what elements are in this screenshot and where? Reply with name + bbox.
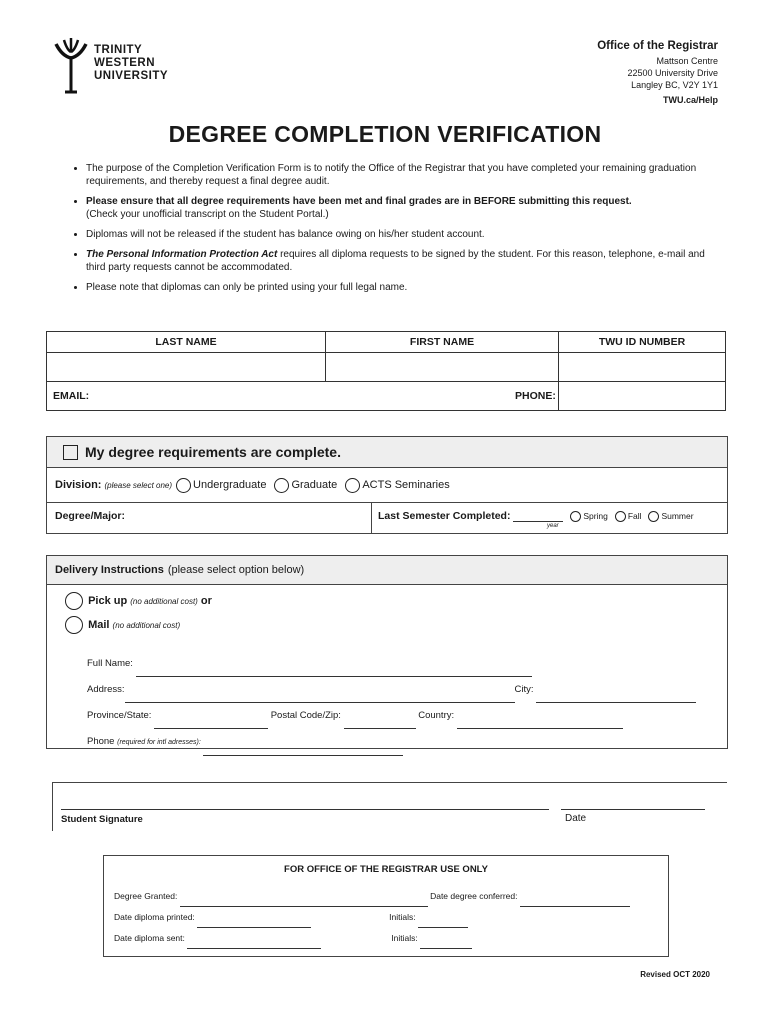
- logo-text: TRINITY WESTERN UNIVERSITY: [94, 44, 169, 82]
- spring-radio[interactable]: [570, 511, 581, 522]
- year-field[interactable]: [513, 521, 563, 522]
- undergraduate-radio[interactable]: [176, 478, 191, 493]
- initials-sent-field[interactable]: [420, 948, 472, 949]
- first-name-header: FIRST NAME: [326, 332, 559, 353]
- delivery-heading: Delivery Instructions: [55, 564, 164, 576]
- office-title: Office of the Registrar: [597, 40, 718, 52]
- complete-checkbox[interactable]: [63, 445, 78, 460]
- revision-note: Revised OCT 2020: [640, 970, 710, 979]
- country-field[interactable]: [457, 728, 623, 729]
- page-title: DEGREE COMPLETION VERIFICATION: [168, 121, 602, 147]
- office-address-block: Office of the Registrar Mattson Centre 22500 University Drive Langley BC, V2Y 1Y1 TWU.ca/Help: [597, 40, 718, 105]
- degree-complete-heading: My degree requirements are complete.: [85, 444, 341, 460]
- list-item: • Please ensure that all degree requirements have been met and final grades are in BEFORE submitting this request. (Check your unofficial transcript on the Student Portal.): [86, 195, 706, 221]
- last-semester-label: Last Semester Completed:: [378, 510, 511, 522]
- last-name-field[interactable]: [47, 353, 326, 382]
- pickup-radio[interactable]: [65, 592, 83, 610]
- summer-radio[interactable]: [648, 511, 659, 522]
- office-use-section: FOR OFFICE OF THE REGISTRAR USE ONLY Degree Granted: Date degree conferred: Date diploma printed: Initials: Date diploma sent: Initials:: [103, 855, 669, 957]
- phone-field[interactable]: PHONE:: [559, 382, 726, 411]
- list-item: • The Personal Information Protection Act requires all diploma requests to be signed by the student. For this reason, telephone, e-mail and third party requests cannot be accommodated.: [86, 248, 706, 274]
- student-info-table: [46, 331, 726, 411]
- first-name-field[interactable]: [326, 353, 559, 382]
- mail-radio[interactable]: [65, 616, 83, 634]
- last-name-header: LAST NAME: [47, 332, 326, 353]
- office-web-link[interactable]: TWU.ca/Help: [662, 95, 718, 105]
- list-item: • Please note that diplomas can only be printed using your full legal name.: [86, 281, 706, 294]
- phone-intl-field[interactable]: [203, 755, 403, 756]
- email-field[interactable]: EMAIL:: [47, 382, 559, 411]
- graduate-radio[interactable]: [274, 478, 289, 493]
- fall-radio[interactable]: [615, 511, 626, 522]
- signature-section: Student Signature Date: [52, 782, 727, 831]
- signature-field[interactable]: [61, 797, 549, 810]
- date-conferred-field[interactable]: [520, 906, 630, 907]
- list-item: • Diplomas will not be released if the student has balance owing on his/her student account.: [86, 228, 706, 241]
- date-field[interactable]: [561, 797, 705, 810]
- division-label: Division:: [55, 479, 102, 491]
- degree-major-field[interactable]: Degree/Major:: [47, 503, 372, 533]
- twu-id-field[interactable]: [559, 353, 726, 382]
- degree-section: My degree requirements are complete. Division: (please select one) Undergraduate Graduate ACTS Seminaries Degree/Major: Last Semester Completed: year Spring Fall Summer: [46, 436, 728, 534]
- acts-seminaries-radio[interactable]: [345, 478, 360, 493]
- twu-id-header: TWU ID NUMBER: [559, 332, 726, 353]
- date-sent-field[interactable]: [187, 948, 321, 949]
- delivery-section: Delivery Instructions (please select option below) Pick up (no additional cost) or Mail (no additional cost) Full Name: Address: City: Province/State: Postal Code/Zip: Country: Phone (required for intl adresses):: [46, 555, 728, 749]
- list-item: • The purpose of the Completion Verification Form is to notify the Office of the Registrar that you have completed your remaining graduation requirements, and thereby request a final degree audit.: [86, 162, 706, 188]
- instructions-list: [68, 162, 706, 301]
